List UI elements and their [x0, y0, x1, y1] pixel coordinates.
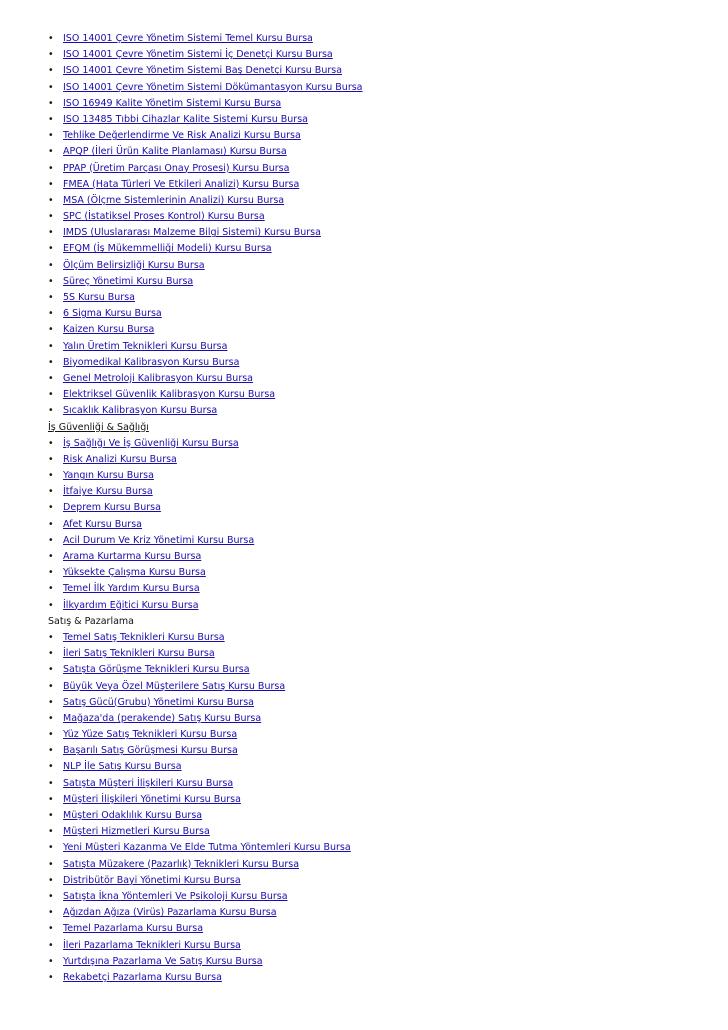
- bullet-icon: •: [48, 113, 54, 125]
- course-link[interactable]: Elektriksel Güvenlik Kalibrasyon Kursu Bursa: [63, 389, 276, 401]
- list-item: [48, 759, 708, 775]
- course-link[interactable]: Rekabetçi Pazarlama Kursu Bursa: [63, 971, 222, 983]
- bullet-icon: •: [48, 712, 54, 724]
- list-item: [48, 776, 708, 792]
- course-link[interactable]: 5S Kursu Bursa: [63, 292, 135, 303]
- bullet-icon: •: [48, 146, 54, 158]
- list-item: [48, 792, 708, 808]
- bullet-icon: •: [48, 275, 54, 287]
- section-heading-row: [48, 614, 708, 630]
- course-link[interactable]: Satış Gücü(Grubu) Yönetimi Kursu Bursa: [63, 696, 254, 708]
- list-item: [48, 452, 708, 468]
- course-link[interactable]: Süreç Yönetimi Kursu Bursa: [63, 275, 194, 287]
- bullet-icon: •: [48, 761, 54, 773]
- course-link[interactable]: PPAP (Üretim Parçası Onay Prosesi) Kursu Bursa: [63, 162, 290, 174]
- course-link[interactable]: Temel İlk Yardım Kursu Bursa: [63, 583, 200, 595]
- bullet-icon: •: [48, 389, 54, 401]
- bullet-icon: •: [48, 599, 54, 611]
- course-link[interactable]: Tehlike Değerlendirme Ve Risk Analizi Kursu Bursa: [63, 130, 301, 142]
- bullet-icon: •: [48, 340, 54, 352]
- course-link[interactable]: ISO 13485 Tıbbi Cihazlar Kalite Sistemi Kursu Bursa: [63, 113, 308, 125]
- course-link[interactable]: Yeni Müşteri Kazanma Ve Elde Tutma Yöntemleri Kursu Bursa: [63, 842, 351, 854]
- course-link[interactable]: Temel Satış Teknikleri Kursu Bursa: [63, 631, 225, 643]
- course-link[interactable]: Sıcaklık Kalibrasyon Kursu Bursa: [63, 405, 218, 417]
- list-item: [48, 258, 708, 274]
- list-item: [48, 80, 708, 96]
- course-link[interactable]: Mağaza'da (perakende) Satış Kursu Bursa: [63, 712, 262, 724]
- list-item: [48, 646, 708, 662]
- list-item: [48, 679, 708, 695]
- bullet-icon: •: [48, 810, 54, 821]
- bullet-icon: •: [48, 81, 54, 93]
- list-item: [48, 824, 708, 840]
- list-item: [48, 517, 708, 533]
- bullet-icon: •: [48, 729, 54, 741]
- course-link[interactable]: Yurtdışına Pazarlama Ve Satış Kursu Bursa: [63, 955, 263, 967]
- course-link[interactable]: Büyük Veya Özel Müşterilere Satış Kursu Bursa: [63, 680, 286, 692]
- list-item: [48, 711, 708, 727]
- list-item: [48, 565, 708, 581]
- list-item: [48, 177, 708, 193]
- course-link[interactable]: Genel Metroloji Kalibrasyon Kursu Bursa: [63, 372, 253, 384]
- list-item: [48, 743, 708, 759]
- list-item: [48, 581, 708, 597]
- course-link[interactable]: Satışta Müzakere (Pazarlık) Teknikleri Kursu Bursa: [63, 858, 300, 870]
- course-link[interactable]: Yüksekte Çalışma Kursu Bursa: [63, 567, 206, 579]
- course-link[interactable]: İleri Pazarlama Teknikleri Kursu Bursa: [63, 939, 241, 951]
- section-heading-sales: Satış & Pazarlama: [48, 615, 134, 627]
- list-item: [48, 322, 708, 338]
- course-list-page: [48, 31, 708, 986]
- course-link[interactable]: Müşteri Hizmetleri Kursu Bursa: [63, 826, 210, 838]
- bullet-icon: •: [48, 33, 54, 44]
- list-item: [48, 387, 708, 403]
- course-link[interactable]: NLP İle Satış Kursu Bursa: [63, 761, 182, 773]
- section-sales-courses: [48, 630, 708, 986]
- bullet-icon: •: [48, 923, 54, 935]
- list-item: [48, 96, 708, 112]
- bullet-icon: •: [48, 405, 54, 417]
- bullet-icon: •: [48, 178, 54, 190]
- list-item: [48, 921, 708, 937]
- bullet-icon: •: [48, 437, 54, 449]
- list-item: [48, 112, 708, 128]
- list-item: [48, 970, 708, 986]
- list-item: [48, 857, 708, 873]
- course-link[interactable]: Müşteri Odaklılık Kursu Bursa: [63, 810, 203, 821]
- course-link[interactable]: Müşteri İlişkileri Yönetimi Kursu Bursa: [63, 793, 241, 805]
- list-item: [48, 306, 708, 322]
- list-item: [48, 840, 708, 856]
- course-link[interactable]: Arama Kurtarma Kursu Bursa: [63, 551, 202, 562]
- list-item: [48, 193, 708, 209]
- list-item: [48, 889, 708, 905]
- bullet-icon: •: [48, 486, 54, 498]
- course-link[interactable]: Ağızdan Ağıza (Virüs) Pazarlama Kursu Bursa: [63, 907, 277, 919]
- course-link[interactable]: EFQM (İş Mükemmelliği Modeli) Kursu Bursa: [63, 243, 272, 255]
- bullet-icon: •: [48, 793, 54, 805]
- bullet-icon: •: [48, 534, 54, 546]
- course-link[interactable]: ISO 14001 Çevre Yönetim Sistemi Dökümantasyon Kursu Bursa: [63, 81, 363, 93]
- list-item: [48, 371, 708, 387]
- course-link[interactable]: Ölçüm Belirsizliği Kursu Bursa: [63, 259, 205, 271]
- course-link[interactable]: Temel Pazarlama Kursu Bursa: [63, 923, 204, 935]
- list-item: [48, 339, 708, 355]
- course-link[interactable]: SPC (İstatiksel Proses Kontrol) Kursu Bursa: [63, 211, 265, 223]
- list-item: [48, 905, 708, 921]
- course-link[interactable]: ISO 16949 Kalite Yönetim Sistemi Kursu Bursa: [63, 97, 282, 109]
- course-link[interactable]: Afet Kursu Bursa: [63, 518, 142, 530]
- list-item: [48, 436, 708, 452]
- list-item: [48, 128, 708, 144]
- bullet-icon: •: [48, 826, 54, 838]
- list-item: [48, 47, 708, 63]
- bullet-icon: •: [48, 194, 54, 206]
- course-link[interactable]: İş Sağlığı Ve İş Güvenliği Kursu Bursa: [63, 437, 239, 449]
- bullet-icon: •: [48, 648, 54, 660]
- course-link[interactable]: Satışta İkna Yöntemleri Ve Psikoloji Kursu Bursa: [63, 890, 288, 902]
- section-safety-courses: [48, 436, 708, 614]
- section-quality-courses: [48, 31, 708, 420]
- bullet-icon: •: [48, 907, 54, 919]
- course-link[interactable]: Acil Durum Ve Kriz Yönetimi Kursu Bursa: [63, 534, 255, 546]
- course-link[interactable]: FMEA (Hata Türleri Ve Etkileri Analizi) Kursu Bursa: [63, 178, 300, 190]
- list-item: [48, 468, 708, 484]
- bullet-icon: •: [48, 696, 54, 708]
- bullet-icon: •: [48, 356, 54, 368]
- course-link[interactable]: Yangın Kursu Bursa: [63, 470, 154, 482]
- course-link[interactable]: İlkyardım Eğitici Kursu Bursa: [63, 599, 199, 611]
- bullet-icon: •: [48, 453, 54, 465]
- list-item: [48, 144, 708, 160]
- list-item: [48, 484, 708, 500]
- bullet-icon: •: [48, 324, 54, 336]
- course-link[interactable]: Kaizen Kursu Bursa: [63, 324, 155, 336]
- list-item: [48, 873, 708, 889]
- course-link[interactable]: Biyomedikal Kalibrasyon Kursu Bursa: [63, 356, 240, 368]
- bullet-icon: •: [48, 745, 54, 757]
- course-link[interactable]: IMDS (Uluslararası Malzeme Bilgi Sistemi) Kursu Bursa: [63, 227, 321, 239]
- course-link[interactable]: Satışta Görüşme Teknikleri Kursu Bursa: [63, 664, 250, 676]
- course-link[interactable]: Başarılı Satış Görüşmesi Kursu Bursa: [63, 745, 238, 757]
- list-item: [48, 225, 708, 241]
- course-link[interactable]: İtfaiye Kursu Bursa: [63, 486, 153, 498]
- course-link[interactable]: ISO 14001 Çevre Yönetim Sistemi İç Denetçi Kursu Bursa: [63, 49, 333, 61]
- bullet-icon: •: [48, 243, 54, 255]
- list-item: [48, 209, 708, 225]
- list-item: [48, 290, 708, 306]
- course-link[interactable]: Deprem Kursu Bursa: [63, 502, 161, 514]
- bullet-icon: •: [48, 551, 54, 562]
- list-item: [48, 662, 708, 678]
- bullet-icon: •: [48, 842, 54, 854]
- list-item: [48, 241, 708, 257]
- list-item: [48, 31, 708, 47]
- list-item: [48, 549, 708, 565]
- list-item: [48, 274, 708, 290]
- bullet-icon: •: [48, 49, 54, 61]
- bullet-icon: •: [48, 308, 54, 320]
- bullet-icon: •: [48, 583, 54, 595]
- bullet-icon: •: [48, 292, 54, 303]
- bullet-icon: •: [48, 890, 54, 902]
- bullet-icon: •: [48, 130, 54, 142]
- bullet-icon: •: [48, 470, 54, 482]
- course-link[interactable]: Satışta Müşteri İlişkileri Kursu Bursa: [63, 777, 234, 789]
- list-item: [48, 954, 708, 970]
- list-item: [48, 403, 708, 419]
- list-item: [48, 808, 708, 824]
- bullet-icon: •: [48, 664, 54, 676]
- bullet-icon: •: [48, 631, 54, 643]
- course-link[interactable]: MSA (Ölçme Sistemlerinin Analizi) Kursu Bursa: [63, 194, 285, 206]
- course-link[interactable]: ISO 14001 Çevre Yönetim Sistemi Baş Denetçi Kursu Bursa: [63, 65, 343, 77]
- course-link[interactable]: Risk Analizi Kursu Bursa: [63, 453, 177, 465]
- course-link[interactable]: ISO 14001 Çevre Yönetim Sistemi Temel Kursu Bursa: [63, 33, 313, 44]
- bullet-icon: •: [48, 777, 54, 789]
- bullet-icon: •: [48, 567, 54, 579]
- list-item: [48, 161, 708, 177]
- bullet-icon: •: [48, 211, 54, 223]
- course-link[interactable]: APQP (İleri Ürün Kalite Planlaması) Kursu Bursa: [63, 146, 287, 158]
- bullet-icon: •: [48, 518, 54, 530]
- course-link[interactable]: İleri Satış Teknikleri Kursu Bursa: [63, 648, 215, 660]
- bullet-icon: •: [48, 680, 54, 692]
- bullet-icon: •: [48, 858, 54, 870]
- bullet-icon: •: [48, 874, 54, 886]
- course-link[interactable]: Distribütör Bayi Yönetimi Kursu Bursa: [63, 874, 241, 886]
- course-link[interactable]: Yüz Yüze Satış Teknikleri Kursu Bursa: [63, 729, 238, 741]
- bullet-icon: •: [48, 502, 54, 514]
- bullet-icon: •: [48, 227, 54, 239]
- section-heading-safety: İş Güvenliği & Sağlığı: [48, 421, 149, 433]
- bullet-icon: •: [48, 65, 54, 77]
- course-link[interactable]: Yalın Üretim Teknikleri Kursu Bursa: [63, 340, 228, 352]
- bullet-icon: •: [48, 162, 54, 174]
- list-item: [48, 500, 708, 516]
- bullet-icon: •: [48, 97, 54, 109]
- list-item: [48, 938, 708, 954]
- section-heading-row: [48, 420, 708, 436]
- bullet-icon: •: [48, 372, 54, 384]
- bullet-icon: •: [48, 939, 54, 951]
- list-item: [48, 355, 708, 371]
- course-link[interactable]: 6 Sigma Kursu Bursa: [63, 308, 162, 320]
- list-item: [48, 727, 708, 743]
- bullet-icon: •: [48, 955, 54, 967]
- bullet-icon: •: [48, 971, 54, 983]
- bullet-icon: •: [48, 259, 54, 271]
- list-item: [48, 598, 708, 614]
- list-item: [48, 695, 708, 711]
- list-item: [48, 533, 708, 549]
- list-item: [48, 630, 708, 646]
- list-item: [48, 63, 708, 79]
